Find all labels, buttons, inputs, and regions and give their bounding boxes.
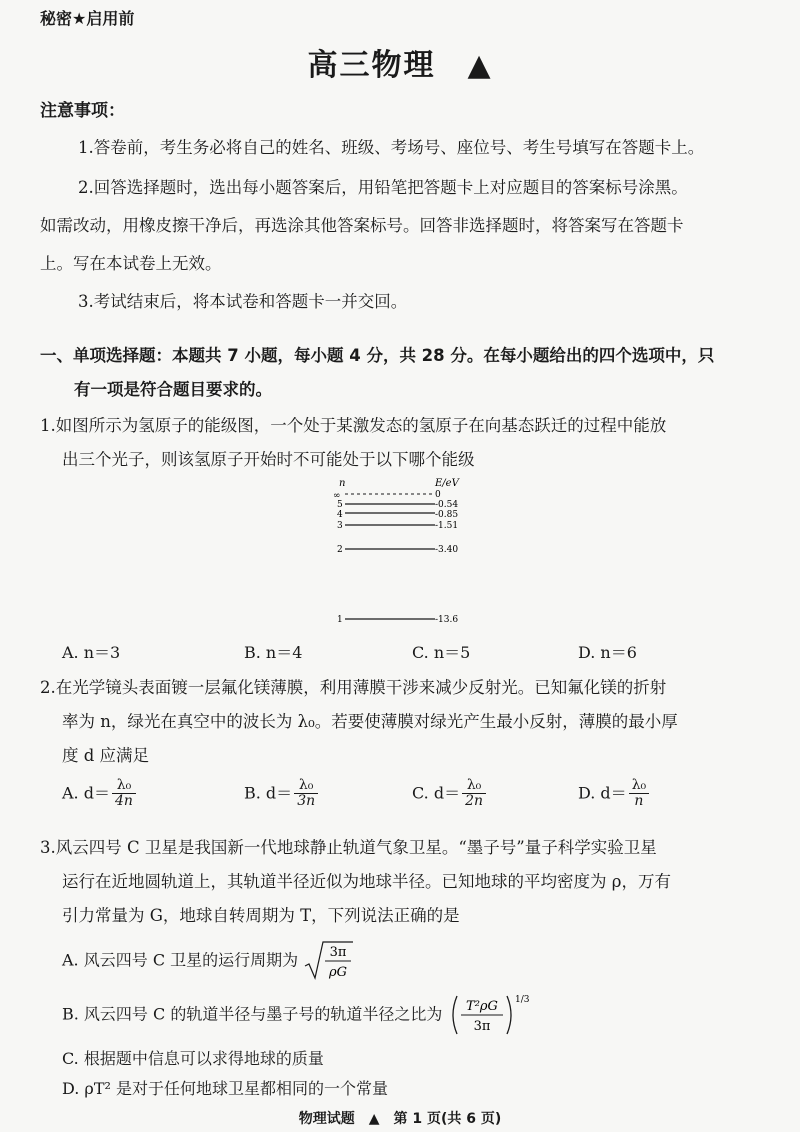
svg-text:3π: 3π [329,945,347,960]
confidential-mark: 秘密★启用前 [40,9,135,28]
q3-stem-line1: 3.风云四号 C 卫星是我国新一代地球静止轨道气象卫星。“墨子号”量子科学实验卫星 [40,838,657,857]
q1-option-c: C. n＝5 [412,643,471,662]
section-1-heading-line1: 一、单项选择题：本题共 7 小题，每小题 4 分，共 28 分。在每小题给出的四个选项中，只 [40,346,715,365]
q3-stem-line2: 运行在近地圆轨道上，其轨道半径近似为地球半径。已知地球的平均密度为 ρ，万有 [62,872,671,891]
q1-stem-line1: 1.如图所示为氢原子的能级图，一个处于某激发态的氢原子在向基态跃迁的过程中能放 [40,416,667,435]
fraction: $\frac{\text{λ₀}}{3n}$ [294,778,318,810]
section-1-heading-line2: 有一项是符合题目要求的。 [74,380,272,399]
notice-item-3: 3.考试结束后，将本试卷和答题卡一并交回。 [78,292,408,311]
q2-stem-line3: 度 d 应满足 [62,746,150,765]
page-footer: 物理试题 ▲ 第 1 页(共 6 页) [298,1111,502,1127]
notice-item-1: 1.答卷前，考生务必将自己的姓名、班级、考场号、座位号、考生号填写在答题卡上。 [78,138,705,157]
q3-stem-line3: 引力常量为 G，地球自转周期为 T，下列说法正确的是 [62,906,460,925]
fraction: $\frac{\text{λ₀}}{4n}$ [112,778,136,810]
level-n-inf: ∞ [333,491,341,501]
notice-item-2-line2: 如需改动，用橡皮擦干净后，再选涂其他答案标号。回答非选择题时，将答案写在答题卡 [40,216,684,235]
q2-option-a: A. d＝ $\frac{\text{λ₀}}{4n}$ [62,778,136,810]
diagram-energy-label: E/eV [435,478,459,489]
svg-text:1/3: 1/3 [515,995,530,1005]
ratio-expression [447,992,530,1038]
q1-option-a: A. n＝3 [62,643,121,662]
level-n-5: 5 [337,500,343,510]
q1-option-d: D. n＝6 [578,643,637,662]
notice-item-2-line3: 上。写在本试卷上无效。 [40,254,222,273]
level-n-1: 1 [337,615,343,625]
level-n-4: 4 [337,510,343,520]
q2-option-d: D. d＝ $\frac{\text{λ₀}}{n}$ [578,778,649,810]
q3-option-c: C. 根据题中信息可以求得地球的质量 [62,1049,324,1068]
sqrt-expression [303,940,353,982]
level-e-3: -1.51 [435,521,459,531]
level-n-2: 2 [337,545,343,555]
q2-option-b: B. d＝ $\frac{\text{λ₀}}{3n}$ [244,778,318,810]
q2-option-c: C. d＝ $\frac{\text{λ₀}}{2n}$ [412,778,486,810]
level-e-2: -3.40 [435,545,459,555]
level-e-5: -0.54 [435,500,459,510]
q3-option-b: B. 风云四号 C 的轨道半径与墨子号的轨道半径之比为 T²ρG 3π 1/3 [62,992,527,1038]
level-e-1: -13.6 [435,615,459,625]
q1-option-b: B. n＝4 [244,643,303,662]
level-n-3: 3 [337,521,343,531]
notice-item-2-line1: 2.回答选择题时，选出每小题答案后，用铅笔把答题卡上对应题目的答案标号涂黑。 [78,178,688,197]
level-e-4: -0.85 [435,510,459,520]
sqrt-sign [303,940,353,982]
fraction: $\frac{\text{λ₀}}{2n}$ [462,778,486,810]
energy-level-diagram [325,472,495,632]
q1-stem-line2: 出三个光子，则该氢原子开始时不可能处于以下哪个能级 [62,450,475,469]
fraction: $\frac{\text{λ₀}}{n}$ [629,778,650,810]
svg-text:T²ρG: T²ρG [466,999,499,1014]
page-title: 高三物理 ▲ [307,48,493,83]
diagram-n-label: n [339,478,346,489]
q3-option-d: D. ρT² 是对于任何地球卫星都相同的一个常量 [62,1079,389,1098]
q2-stem-line2: 率为 n，绿光在真空中的波长为 λ₀。若要使薄膜对绿光产生最小反射，薄膜的最小厚 [62,712,678,731]
q3-option-a: A. 风云四号 C 卫星的运行周期为 3π ρG [62,940,353,982]
level-e-inf: 0 [435,490,441,500]
svg-text:ρG: ρG [329,965,348,980]
svg-text:3π: 3π [474,1019,491,1034]
notice-title: 注意事项： [40,101,125,121]
q2-stem-line1: 2.在光学镜头表面镀一层氟化镁薄膜，利用薄膜干涉来减少反射光。已知氟化镁的折射 [40,678,667,697]
